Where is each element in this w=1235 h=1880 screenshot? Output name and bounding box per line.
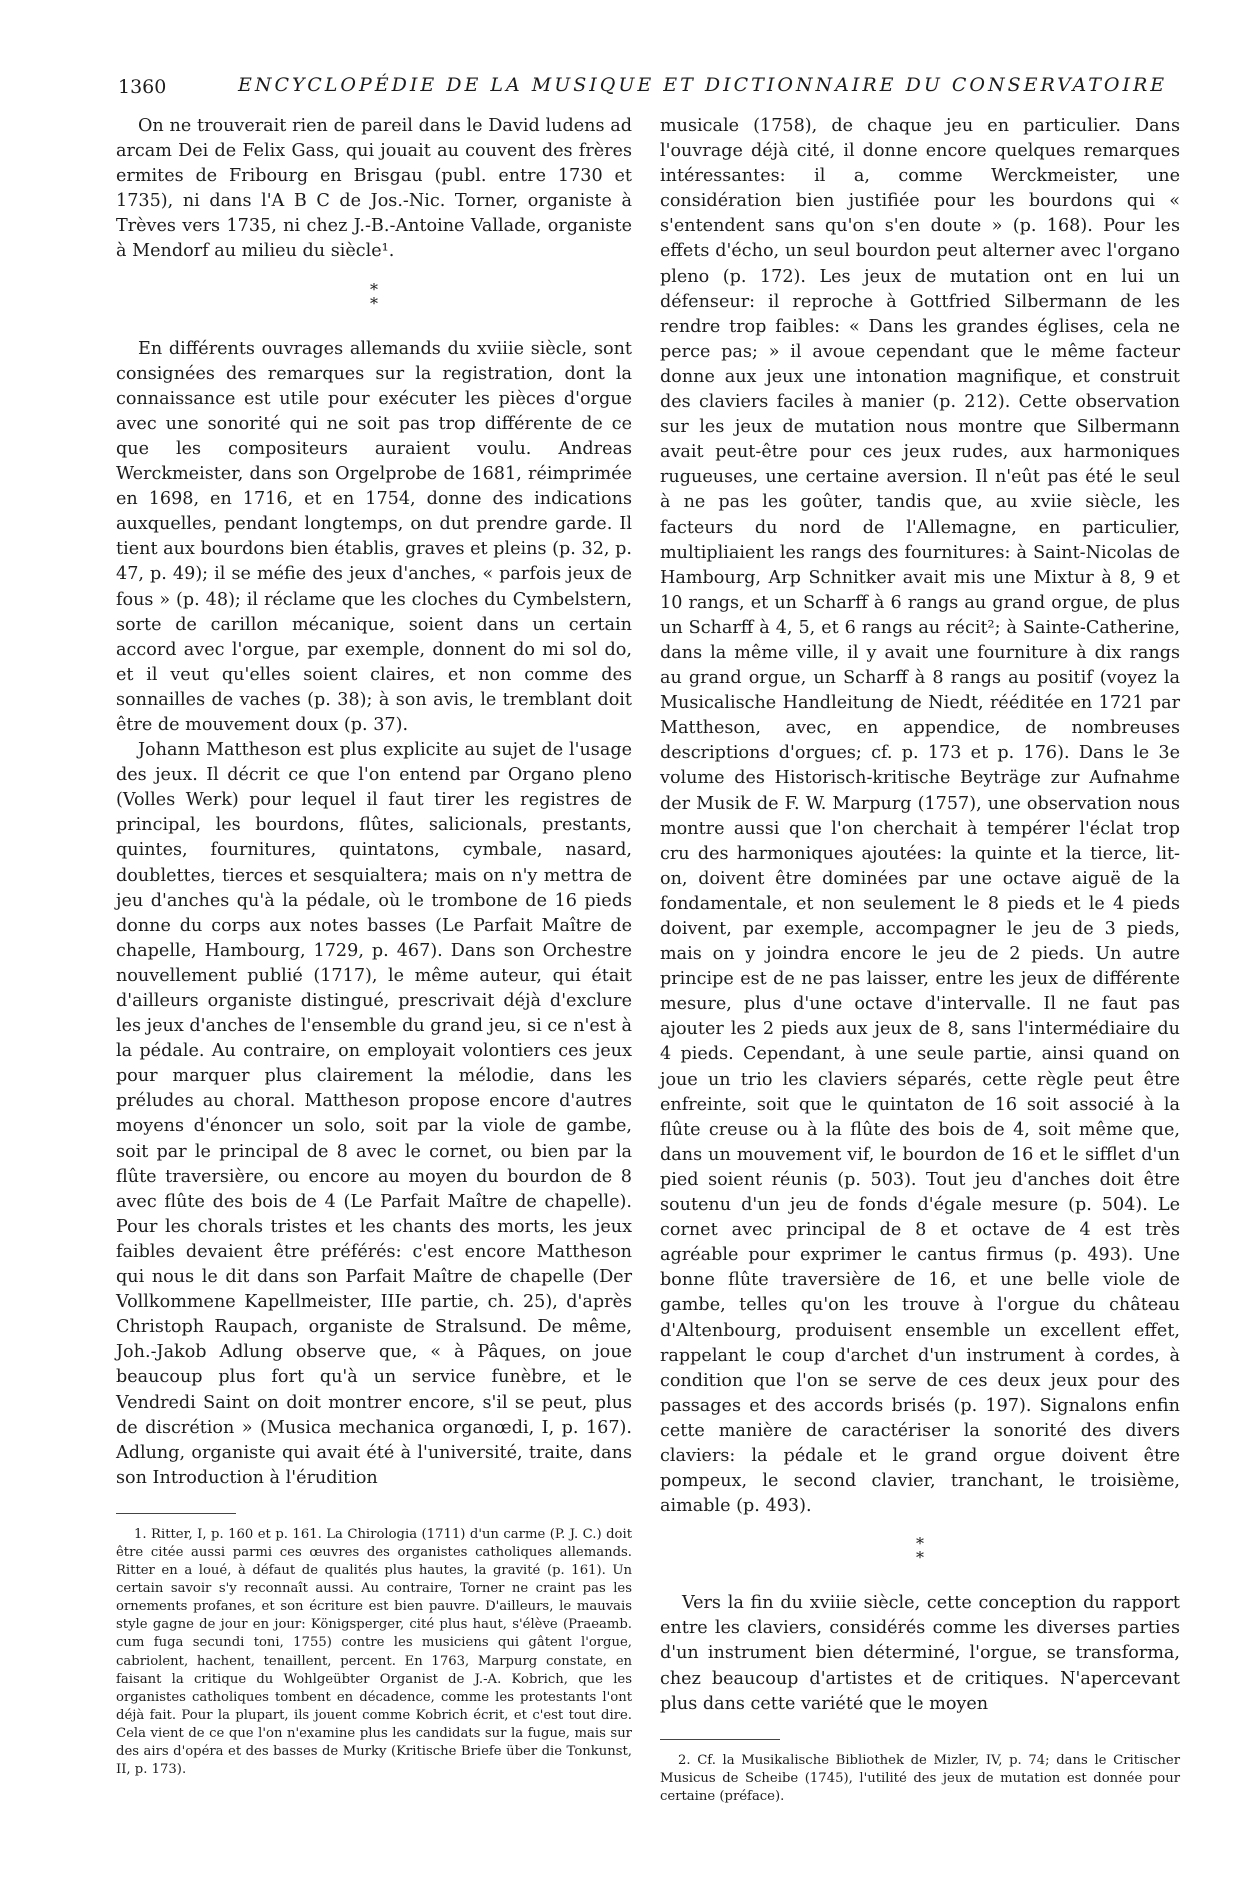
section-separator: * * [916, 1534, 924, 1568]
footnote: 1. Ritter, I, p. 160 et p. 161. La Chirologia (1711) d'un carme (P. J. C.) doit être citée aussi parmi ces œuvres des organistes catholiques allemands. Ritter en a loué, à défaut de qualités plus hautes, la gravité (p. 161). Un certain savoir s'y reconnaît aussi. Au contraire, Torner ne craint pas les ornements profanes, et son écriture est bien pauvre. D'ailleurs, le mauvais style gagne de jour en jour: Königsperger, cité plus haut, s'élève (Praeamb. cum fuga secundi toni, 1755) contre les musiciens qui gâtent l'orgue, cabriolent, hachent, tenaillent, percent. En 1763, Marpurg constate, en faisant la critique du Wohlgeübter Organist de J.-A. Kobrich, que les organistes catholiques tombent en décadence, comme les protestants l'ont déjà fait. Pour la plupart, ils jouent comme Kobrich écrit, et c'est tout dire. Cela vient de ce que l'on n'examine plus les candidats sur la fugue, mais sur des airs d'opéra et des basses de Murky (Kritische Briefe über die Tonkunst, II, p. 173). [116, 1526, 632, 1778]
left-column [116, 114, 632, 1779]
page-number: 1360 [118, 76, 167, 98]
running-header [118, 76, 1198, 106]
paragraph: Johann Mattheson est plus explicite au sujet de l'usage des jeux. Il décrit ce que l'on entend par Organo pleno (Volles Werk) pour lequel il faut tirer les registres de principal, les bourdons, flûtes, salicionals, prestants, quintes, fournitures, quintatons, cymbale, nasard, doublettes, tierces et sesquialtera; mais on n'y mettra de jeu d'anches qu'à la pédale, où le trombone de 16 pieds donne du corps aux notes basses (Le Parfait Maître de chapelle, Hambourg, 1729, p. 467). Dans son Orchestre nouvellement publié (1717), le même auteur, qui était d'ailleurs organiste distingué, prescrivait déjà d'exclure les jeux d'anches de l'ensemble du grand jeu, si ce n'est à la pédale. Au contraire, on employait volontiers ces jeux pour marquer plus clairement la mélodie, dans les préludes au choral. Mattheson propose encore d'autres moyens d'énoncer un solo, soit par la viole de gambe, soit par le principal de 8 avec le cornet, ou bien par la flûte traversière, ou encore au moyen du bourdon de 8 avec flûte des bois de 4 (Le Parfait Maître de chapelle). Pour les chorals tristes et les chants des morts, les jeux faibles devaient être préférés: c'est encore Mattheson qui nous le dit dans son Parfait Maître de chapelle (Der Vollkommene Kapellmeister, IIIe partie, ch. 25), d'après Christoph Raupach, organiste de Stralsund. De même, Joh.-Jakob Adlung observe que, « à Pâques, on joue beaucoup plus fort qu'à un service funèbre, et le Vendredi Saint on doit montrer encore, s'il se peut, plus de discrétion » (Musica mechanica organœdi, I, p. 167). Adlung, organiste qui avait été à l'université, traite, dans son Introduction à l'érudition [116, 740, 632, 1488]
running-title: ENCYCLOPÉDIE DE LA MUSIQUE ET DICTIONNAIRE DU CONSERVATOIRE [238, 74, 1168, 96]
footnote-rule [116, 1513, 236, 1514]
paragraph: musicale (1758), de chaque jeu en particulier. Dans l'ouvrage déjà cité, il donne encore quelques remarques intéressantes: il a, comme Werckmeister, une considération bien justifiée pour les bourdons qui « s'entendent sans qu'on s'en doute » (p. 168). Pour les effets d'écho, un seul bourdon peut alterner avec l'organo pleno (p. 172). Les jeux de mutation ont en lui un défenseur: il reproche à Gottfried Silbermann de les rendre trop faibles: « Dans les grandes églises, cela ne perce pas; » il avoue cependant que le même facteur donne aux jeux une intonation magnifique, et construit des claviers faciles à manier (p. 212). Cette observation sur les jeux de mutation nous montre que Silbermann avait peut-être pour ces jeux rudes, aux harmoniques rugueuses, une certaine aversion. Il n'eût pas été le seul à ne pas les goûter, tandis que, au xviie siècle, les facteurs du nord de l'Allemagne, en particulier, multipliaient les rangs des fournitures: à Saint-Nicolas de Hambourg, Arp Schnitker avait mis une Mixtur à 8, 9 et 10 rangs, et un Scharff à 6 rangs au grand orgue, de plus un Scharff à 4, 5, et 6 rangs au récit²; à Sainte-Catherine, dans la même ville, il y avait une fourniture à dix rangs au grand orgue, un Scharff à 8 rangs au positif (voyez la Musicalische Handleitung de Niedt, rééditée en 1721 par Mattheson, avec, en appendice, de nombreuses descriptions d'orgues; cf. p. 173 et p. 176). Dans le 3e volume des Historisch-kritische Beyträge zur Aufnahme der Musik de F. W. Marpurg (1757), une observation nous montre aussi que l'on cherchait à tempérer l'éclat trop cru des harmoniques ajoutées: la quinte et la tierce, lit-on, doivent être dominées par une octave aiguë de la fondamentale, et non seulement le 8 pieds et le 4 pieds doivent, par exemple, accompagner le jeu de 3 pieds, mais on y joindra encore le jeu de 2 pieds. Un autre principe est de ne pas laisser, entre les jeux de différente mesure, plus d'une octave d'intervalle. Il ne faut pas ajouter les 2 pieds aux jeux de 8, sans l'intermédiaire du 4 pieds. Cependant, à une seule partie, ainsi quand on joue un trio les claviers séparés, cette règle peut être enfreinte, soit que le quintaton de 16 soit associé à la flûte creuse ou à la flûte des bois de 4, soit même que, dans un mouvement vif, le bourdon de 16 et le sifflet d'un pied soient réunis (p. 503). Tout jeu d'anches doit être soutenu d'un jeu de fonds d'égale mesure (p. 504). Le cornet avec principal de 8 et octave de 4 est très agréable pour exprimer le cantus firmus (p. 493). Une bonne flûte traversière de 16, et une belle viole de gambe, telles qu'on les trouve à l'orgue du château d'Altenbourg, produisent ensemble un excellent effet, rappelant le coup d'archet d'un instrument à cordes, à condition que l'on se serve de ces deux jeux pour des passages et des accords brisés (p. 197). Signalons enfin cette manière de caractériser la sonorité des divers claviers: la pédale et le grand orgue doivent être pompeux, le second clavier, tranchant, le troisième, aimable (p. 493). [660, 116, 1180, 1517]
footnote-rule [660, 1739, 780, 1740]
paragraph: On ne trouverait rien de pareil dans le David ludens ad arcam Dei de Felix Gass, qui jouait au couvent des frères ermites de Fribourg en Brisgau (publ. entre 1730 et 1735), ni dans l'A B C de Jos.-Nic. Torner, organiste à Trèves vers 1735, ni chez J.-B.-Antoine Vallade, organiste à Mendorf au milieu du siècle¹. [116, 116, 632, 262]
section-separator: * * [370, 279, 378, 313]
paragraph: Vers la fin du xviiie siècle, cette conception du rapport entre les claviers, considérés comme les diverses parties d'un instrument bien déterminé, l'orgue, se transforma, chez beaucoup d'artistes et de critiques. N'apercevant plus dans cette variété que le moyen [660, 1593, 1180, 1714]
right-column [660, 114, 1180, 1806]
footnote: 2. Cf. la Musikalische Bibliothek de Mizler, IV, p. 74; dans le Critischer Musicus de Scheibe (1745), l'utilité des jeux de mutation est donnée pour certaine (préface). [660, 1752, 1180, 1804]
paragraph: En différents ouvrages allemands du xviiie siècle, sont consignées des remarques sur la registration, dont la connaissance est utile pour exécuter les pièces d'orgue avec une sonorité qui ne soit pas trop différente de ce que les compositeurs auraient voulu. Andreas Werckmeister, dans son Orgelprobe de 1681, réimprimée en 1698, en 1716, et en 1754, donne des indications auxquelles, pendant longtemps, on dut prendre garde. Il tient aux bourdons bien établis, graves et pleins (p. 32, p. 47, p. 49); il se méfie des jeux d'anches, « parfois jeux de fous » (p. 48); il réclame que les cloches du Cymbelstern, sorte de carillon mécanique, soient dans un certain accord avec l'orgue, par exemple, donnent do mi sol do, et il veut qu'elles soient claires, et non comme des sonnailles de vaches (p. 38); à son avis, le tremblant doit être de mouvement doux (p. 37). [116, 338, 632, 735]
